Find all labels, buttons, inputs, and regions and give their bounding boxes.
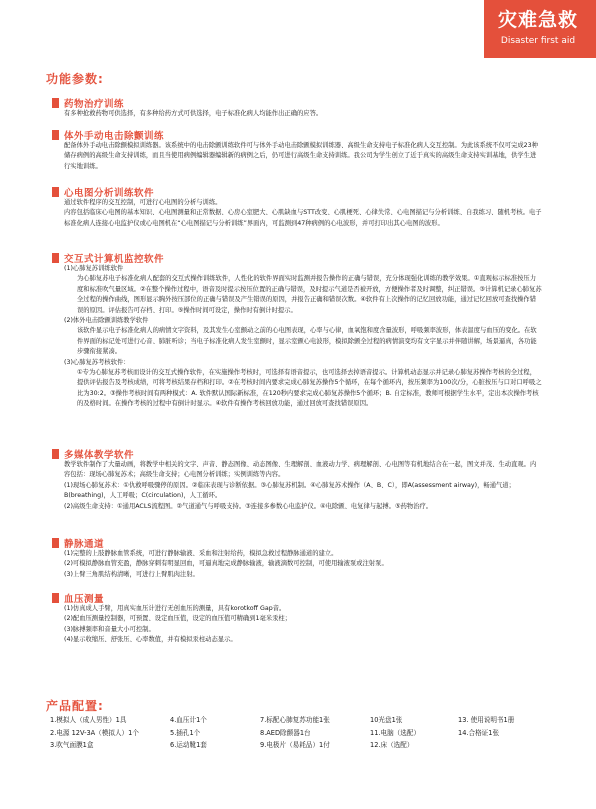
product-item: 3.吹气面膜1盒 (50, 741, 94, 749)
section-body (64, 460, 542, 512)
product-row (50, 727, 570, 740)
paragraph: 教学软件制作了大量动画，将教学中相关的文字、声音、静态图像、动态图像、生理解剖、血液动力学、病理解剖、心电图等有机地结合在一起，图文并茂、生动直观。内容包括：现场心肺复苏术；高级生命支持；心电图分析训练；实例训练等内容。 (64, 461, 537, 479)
section-title-text: 交互式计算机监控软件 (64, 254, 165, 265)
product-item: 6.运动靴1套 (170, 741, 207, 749)
paragraph: 配备体外手动电击除颤模拟训练器。该系统中的电击除颤训练软件可与体外手动电击除颤模拟训练器、高级生命支持电子标准化病人交互控制。为此该系统不仅可完成23种储存病例的高级生命支持训练，而且当使用病例编辑器编辑新的病例之后，仍可进行高级生命支持训练。我公司为学生创立了近于真实的高级生命支持实训基地，供学生进行实地训练。 (64, 142, 538, 170)
paragraph: (3)脉搏频率和音量大小可控制。 (64, 625, 155, 633)
product-item: 8.AED除颤器1台 (260, 728, 311, 737)
paragraph: (3)上臂三角肌结构清晰，可进行上臂肌肉注射。 (64, 570, 199, 578)
product-item: 12.床（选配） (370, 741, 414, 749)
section-body (64, 549, 542, 580)
section-marker (52, 187, 59, 197)
section-title-text: 静脉通道 (64, 539, 105, 550)
subsection-heading: (3)心肺复苏考核软件： (64, 358, 130, 366)
paragraph: (2)可模拟静脉血管充盈，静脉穿刺有明显回血，可逼真地完成静脉输液，输液滴数可控制，可使用输液泵或注射泵。 (64, 560, 388, 568)
paragraph: (2)高级生命支持：①通用ACLS流程图。②气道通气与呼吸支持。③连接多参数心电监护仪。④电除颤、电复律与起搏。⑤药物治疗。 (64, 502, 433, 510)
section-title-text: 多媒体教学软件 (64, 450, 135, 461)
paragraph: (2)配血压测量控制器，可预置、设定血压值，设定的血压值可精确到1毫米汞柱； (64, 615, 292, 623)
paragraph: 内容包括临床心电图的基本知识、心电图测量和正常数据、心房心室肥大、心肌缺血与STT改变、心肌梗死、心律失常、心电图描记与分析训练、自我练习、随机考核。电子标准化病人连接心电监护仪或心电图机在“心电图描记与分析训练”界面内，可监测到47种病例的心电波形，并可打印出其心电图的波形。 (64, 209, 542, 227)
section-title (52, 97, 124, 109)
functions-heading: 功能参数: (46, 72, 104, 86)
paragraph: 通过软件程序的交互控制，可进行心电图的分析与训练。 (64, 199, 222, 206)
product-item: 11.电脑（选配） (370, 728, 421, 737)
product-item: 9.电极片（易耗品）1付 (260, 741, 330, 749)
subsection-heading: (1)心肺复苏训练软件 (64, 265, 124, 272)
paragraph: 有多种抢救药物可供选择，有多种给药方式可供选择，电子标准化病人均能作出正确的应答。 (64, 110, 323, 117)
paragraph: (4)显示收缩压、舒张压、心率数值，并有模拟汞柱动态显示。 (64, 636, 237, 644)
section-title (52, 448, 134, 460)
section-body (64, 141, 542, 172)
section-body (64, 264, 542, 410)
section-title-text: 体外手动电击除颤训练 (64, 131, 165, 142)
product-item: 13. 使用说明书1册 (458, 716, 515, 724)
paragraph: 为心肺复苏电子标准化病人配套的交互式操作训练软件，人性化的软件界面实时监测并报告操作的正确与错误，充分体现强化训练的教学效果。①直观标示标准按压力度和标准吹气量区域。②在整个操作过程中，语音及时提示按压位置的正确与错误，及时提示气道是否被开放，方便操作者及时调整，纠正错误。③计算机记录心肺复苏全过程的操作曲线，图形显示胸外按压部位的正确与错误及产生错误的原因，并报告正确和错误次数。④软件有上次操作的记忆回放功能，通过记忆回放可查找操作错误的原因。评估报告可存档、打印。⑤操作时间可设定，操作时有倒计时提示。 (77, 275, 542, 314)
section-title (52, 252, 164, 264)
section-title-text: 药物治疗训练 (64, 99, 125, 110)
paragraph: (1)现场心肺复苏术：①仇救呼吸骤停的原因。②临床表现与诊断依据。③心肺复苏机制。④心肺复苏术操作（A、B、C），即A(assessment airway)，畅通气道；B(breathing)，人工呼吸；C(circulation)，人工循环。 (64, 481, 515, 500)
section-body (64, 198, 542, 229)
paragraph: (1)仿真成人手臂，用真实血压计进行无创血压的测量，具有korotkoff Gap音。 (64, 605, 286, 612)
section-marker (52, 593, 59, 603)
section-marker (52, 98, 59, 108)
section-title (52, 537, 104, 549)
product-item: 4.血压计1个 (170, 716, 207, 724)
corner-banner (484, 0, 596, 58)
paragraph: (1)完整的上肢静脉血管系统，可进行静脉输液、采血和注射给药，模拟急救过程静脉通道的建立。 (64, 550, 338, 557)
product-item: 7.标配心肺复苏功能1张 (260, 716, 330, 724)
banner-subtitle: Disaster first aid (500, 36, 576, 46)
products-heading: 产品配置: (46, 699, 104, 713)
product-row (50, 739, 570, 752)
paragraph: 该软件显示电子标准化病人的病情文字资料，及其发生心室颤动之前的心电图表现，心率与心律，血氧饱和度含量波形，呼吸频率波形，体表温度与血压的变化。在软件界面的标记处可进行心音、肺脏听诊；当电子标准化病人发生室颤时，显示室颤心电波形，模拟除颤全过程的病情演变均有文字显示并伴随讲解，场景逼真，各功能步骤衔接紧凑。 (77, 327, 537, 356)
section-title-text: 血压测量 (64, 594, 105, 605)
banner-title: 灾难急救 (497, 9, 578, 31)
product-list (50, 714, 570, 752)
section-marker (52, 449, 59, 459)
product-item: 14.合格证1张 (458, 728, 500, 737)
product-item: 1.模拟人（成人男性）1具 (50, 716, 127, 724)
product-item: 5.插孔1个 (170, 728, 201, 737)
section-body (64, 109, 542, 119)
section-marker (52, 538, 59, 548)
paragraph: ①专为心肺复苏考核而设计的交互式操作软件，在实施操作考核时，可选择有语音提示，也可选择去掉语音提示。计算机动态显示并记录心肺复苏操作考核的全过程，提供评估报告及考核成绩，可将考核结果存档和打印。②在考核时间内要求完成心肺复苏操作5个循环，在每个循环内，按压频率为100次/分，心脏按压与口对口呼吸之比为30:2。③操作考核时间有两种模式：A. 软件默认国际新标准，在120秒内要求完成心肺复苏操作5个循环；B. 自定标准，教师可根据学生水平，定出本次操作考核的及格时间。在操作考核的过程中有倒计时显示。④软件有操作考核回放功能，通过回放可查找错误原因。 (77, 369, 542, 408)
section-title (52, 592, 104, 604)
product-item: 2.电源 12V-3A（模拟人）1个 (50, 728, 139, 737)
product-row (50, 714, 570, 727)
section-title-text: 心电图分析训练软件 (64, 188, 155, 199)
product-item: 10光盘1张 (370, 716, 403, 724)
subsection-heading: (2)体外电击除颤训练教学软件 (64, 317, 149, 325)
section-title (52, 129, 164, 141)
section-marker (52, 253, 59, 263)
section-title (52, 186, 154, 198)
section-marker (52, 130, 59, 140)
section-body (64, 604, 542, 646)
